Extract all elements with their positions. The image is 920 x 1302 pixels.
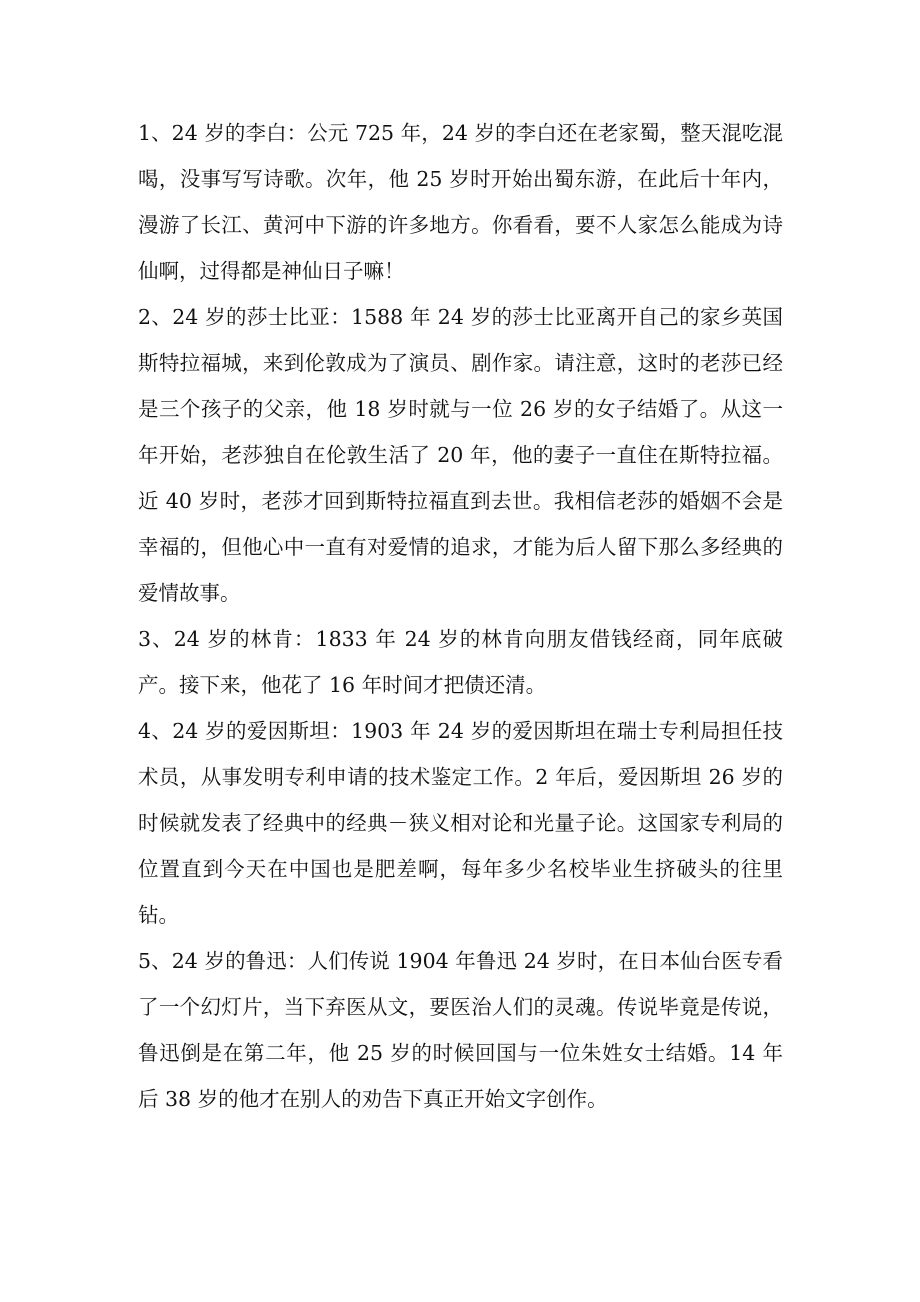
document-body (138, 110, 783, 1122)
paragraph-lu-xun: 5、24 岁的鲁迅：人们传说 1904 年鲁迅 24 岁时，在日本仙台医专看了一个幻灯片，当下弃医从文，要医治人们的灵魂。传说毕竟是传说，鲁迅倒是在第二年，他 25 岁的时候回国与一位朱姓女士结婚。14 年后 38 岁的他才在别人的劝告下真正开始文字创作。 (138, 949, 783, 1111)
paragraph-shakespeare: 2、24 岁的莎士比亚：1588 年 24 岁的莎士比亚离开自己的家乡英国斯特拉福城，来到伦敦成为了演员、剧作家。请注意，这时的老莎已经是三个孩子的父亲，他 18 岁时就与一位 26 岁的女子结婚了。从这一年开始，老莎独自在伦敦生活了 20 年，他的妻子一直住在斯特拉福。近 40 岁时，老莎才回到斯特拉福直到去世。我相信老莎的婚姻不会是幸福的，但他心中一直有对爱情的追求，才能为后人留下那么多经典的爱情故事。 (138, 305, 783, 605)
paragraph-lincoln: 3、24 岁的林肯：1833 年 24 岁的林肯向朋友借钱经商，同年底破产。接下来，他花了 16 年时间才把债还清。 (138, 627, 783, 697)
paragraph-li-bai: 1、24 岁的李白：公元 725 年，24 岁的李白还在老家蜀，整天混吃混喝，没事写写诗歌。次年，他 25 岁时开始出蜀东游，在此后十年内，漫游了长江、黄河中下游的许多地方。你看看，要不人家怎么能成为诗仙啊，过得都是神仙日子嘛！ (138, 121, 783, 283)
paragraph-einstein: 4、24 岁的爱因斯坦：1903 年 24 岁的爱因斯坦在瑞士专利局担任技术员，从事发明专利申请的技术鉴定工作。2 年后，爱因斯坦 26 岁的时候就发表了经典中的经典－狭义相对论和光量子论。这国家专利局的位置直到今天在中国也是肥差啊，每年多少名校毕业生挤破头的往里钻。 (138, 719, 783, 927)
